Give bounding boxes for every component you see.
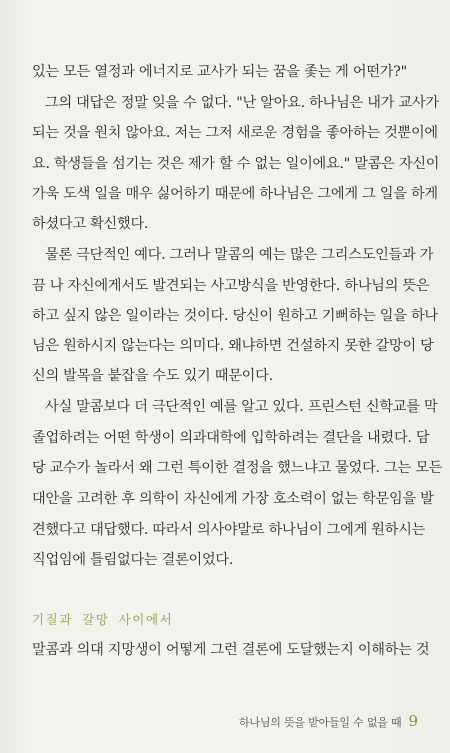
- body-text-line: 하셨다고 확신했다.: [32, 216, 149, 232]
- body-text-line: 물론 극단적인 예다. 그러나 말콤의 예는 많은 그리스도인들과 가: [45, 247, 434, 263]
- body-text-line: 사실 말콤보다 더 극단적인 예를 알고 있다. 프린스턴 신학교를 막: [45, 399, 438, 415]
- body-text-line: 요. 학생들을 섬기는 것은 제가 할 수 없는 일이에요." 말콤은 자신이: [32, 156, 440, 172]
- body-text-line: 졸업하려는 어떤 학생이 의과대학에 입학하려는 결단을 내렸다. 담: [32, 430, 430, 446]
- section-heading: 기질과 갈망 사이에서: [32, 612, 174, 627]
- body-text-line: 가욱 도색 일을 매우 싫어하기 때문에 하나님은 그에게 그 일을 하게: [32, 186, 438, 202]
- body-text-line: 직업임에 틀림없다는 결론이었다.: [32, 552, 234, 568]
- page-number: 9: [408, 712, 418, 730]
- body-text-line: 당 교수가 놀라서 왜 그런 특이한 결정을 했느냐고 물었다. 그는 모든: [32, 460, 443, 476]
- body-text-line: 있는 모든 열정과 에너지로 교사가 되는 꿈을 좇는 게 어떤가?": [32, 64, 407, 80]
- body-text-line: 말콤과 의대 지망생이 어떻게 그런 결론에 도달했는지 이해하는 것: [32, 642, 430, 658]
- body-text-line: 견했다고 대답했다. 따라서 의사야말로 하나님이 그에게 원하시는: [32, 522, 426, 538]
- body-text-line: 그의 대답은 정말 잊을 수 없다. "난 알아요. 하나님은 내가 교사가: [45, 95, 439, 111]
- body-text-line: 끔 나 자신에게서도 발견되는 사고방식을 반영한다. 하나님의 뜻은: [32, 278, 430, 294]
- body-text-line: 대안을 고려한 후 의학이 자신에게 가장 호소력이 없는 학문임을 발: [32, 491, 434, 507]
- page-footer: [239, 712, 418, 730]
- body-text-line: 신의 발목을 붙잡을 수도 있기 때문이다.: [32, 368, 273, 384]
- running-title: 하나님의 뜻을 받아들일 수 없을 때: [239, 716, 402, 729]
- body-text-line: 님은 원하시지 않는다는 의미다. 왜냐하면 건설하지 못한 갈망이 당: [32, 338, 434, 354]
- body-text-line: 되는 것을 원치 않아요. 저는 그저 새로운 경험을 좋아하는 것뿐이에: [32, 125, 438, 141]
- body-text-line: 하고 싶지 않은 일이라는 것이다. 당신이 원하고 기뻐하는 일을 하나: [32, 308, 438, 324]
